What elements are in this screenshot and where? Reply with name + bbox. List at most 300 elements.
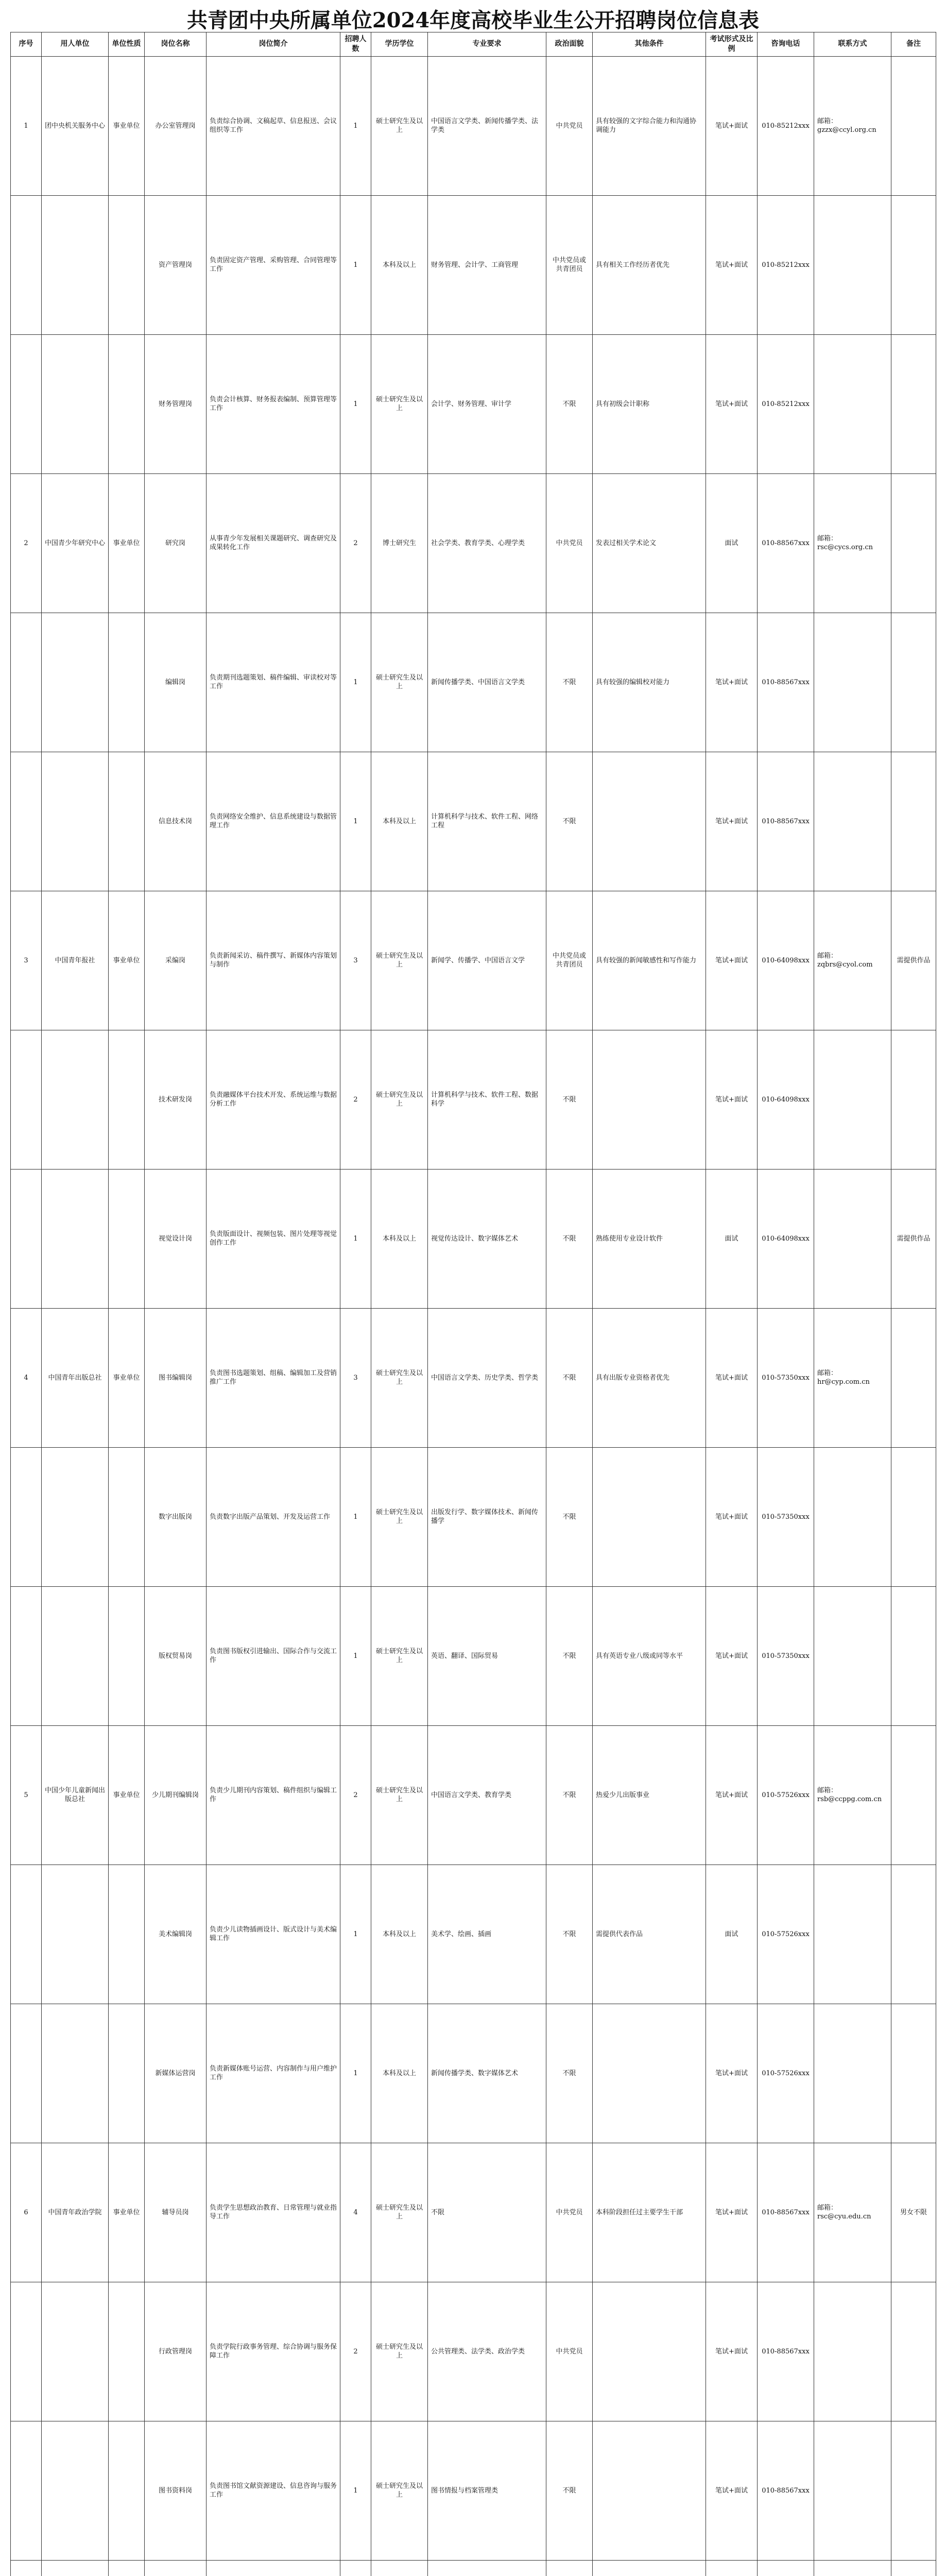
cell-phone: 010-64098xxx [758, 1030, 814, 1169]
cell-note [891, 613, 936, 752]
cell-politics: 中共党员或共青团员 [546, 195, 593, 334]
cell-no [11, 2421, 42, 2560]
cell-note [891, 1725, 936, 1865]
cell-nature [109, 1865, 145, 2004]
cell-count: 1 [340, 1586, 371, 1725]
cell-post: 辅导员岗 [145, 2143, 207, 2282]
table-row [11, 752, 936, 891]
cell-unit [42, 195, 109, 334]
cell-other: 需提供代表作品 [593, 1865, 706, 2004]
cell-nature: 事业单位 [109, 1308, 145, 1447]
cell-no [11, 334, 42, 473]
cell-desc: 负责期刊选题策划、稿件编辑、审读校对等工作 [207, 613, 340, 752]
cell-unit: 中国青年政治学院 [42, 2143, 109, 2282]
cell-major: 出版发行学、数字媒体技术、新闻传播学 [428, 1447, 546, 1586]
cell-contact: 邮箱：hr@cyp.com.cn [814, 1308, 891, 1447]
cell-major: 中国语言文学类、历史学类、哲学类 [428, 1308, 546, 1447]
cell-other: 热爱少儿出版事业 [593, 1725, 706, 1865]
cell-count [340, 2560, 371, 2576]
cell-desc: 负责图书馆文献资源建设、信息咨询与服务工作 [207, 2421, 340, 2560]
cell-major: 财务管理、会计学、工商管理 [428, 195, 546, 334]
cell-post: 编辑岗 [145, 613, 207, 752]
table-row [11, 2282, 936, 2421]
cell-exam: 面试 [706, 473, 758, 613]
cell-exam: 笔试+面试 [706, 334, 758, 473]
cell-desc: 负责数字出版产品策划、开发及运营工作 [207, 1447, 340, 1586]
cell-desc: 负责少儿期刊内容策划、稿件组织与编辑工作 [207, 1725, 340, 1865]
cell-post: 行政管理岗 [145, 2282, 207, 2421]
cell-desc: 负责版面设计、视频包装、图片处理等视觉创作工作 [207, 1169, 340, 1308]
cell-contact [814, 1586, 891, 1725]
cell-exam: 笔试+面试 [706, 1725, 758, 1865]
cell-other [593, 2421, 706, 2560]
cell-other [593, 2560, 706, 2576]
cell-note [891, 2282, 936, 2421]
cell-count: 2 [340, 1030, 371, 1169]
cell-edu: 硕士研究生及以上 [371, 334, 428, 473]
cell-desc [207, 2560, 340, 2576]
cell-nature [109, 1447, 145, 1586]
cell-politics: 中共党员 [546, 473, 593, 613]
cell-politics: 不限 [546, 1865, 593, 2004]
cell-other: 熟练使用专业设计软件 [593, 1169, 706, 1308]
cell-count: 1 [340, 1169, 371, 1308]
cell-unit [42, 2282, 109, 2421]
column-header: 用人单位 [42, 32, 109, 57]
cell-edu: 硕士研究生及以上 [371, 2421, 428, 2560]
cell-note [891, 1030, 936, 1169]
cell-politics: 中共党员 [546, 56, 593, 195]
cell-nature: 事业单位 [109, 1725, 145, 1865]
cell-count: 2 [340, 1725, 371, 1865]
column-header: 备注 [891, 32, 936, 57]
cell-major: 英语、翻译、国际贸易 [428, 1586, 546, 1725]
table-row [11, 1030, 936, 1169]
cell-edu: 硕士研究生及以上 [371, 891, 428, 1030]
cell-no: 3 [11, 891, 42, 1030]
cell-unit [42, 2004, 109, 2143]
column-header: 专业要求 [428, 32, 546, 57]
cell-contact: 邮箱：rsc@cyu.edu.cn [814, 2143, 891, 2282]
cell-major [428, 2560, 546, 2576]
cell-count: 1 [340, 1865, 371, 2004]
column-header: 岗位名称 [145, 32, 207, 57]
cell-politics: 中共党员 [546, 2143, 593, 2282]
cell-phone: 010-85212xxx [758, 56, 814, 195]
column-header: 联系方式 [814, 32, 891, 57]
cell-phone: 010-57350xxx [758, 1447, 814, 1586]
cell-contact [814, 1447, 891, 1586]
cell-nature [109, 2004, 145, 2143]
cell-major: 新闻传播学类、中国语言文学类 [428, 613, 546, 752]
cell-edu: 本科及以上 [371, 1169, 428, 1308]
cell-major: 中国语言文学类、新闻传播学类、法学类 [428, 56, 546, 195]
cell-edu: 硕士研究生及以上 [371, 2143, 428, 2282]
cell-exam: 笔试+面试 [706, 2004, 758, 2143]
table-row [11, 1725, 936, 1865]
cell-phone: 010-57350xxx [758, 1586, 814, 1725]
cell-count: 1 [340, 613, 371, 752]
cell-politics: 不限 [546, 1447, 593, 1586]
cell-other: 本科阶段担任过主要学生干部 [593, 2143, 706, 2282]
cell-contact [814, 752, 891, 891]
cell-no [11, 2560, 42, 2576]
cell-politics: 不限 [546, 2004, 593, 2143]
table-row [11, 1865, 936, 2004]
cell-exam: 笔试+面试 [706, 752, 758, 891]
cell-count: 2 [340, 2282, 371, 2421]
cell-edu: 硕士研究生及以上 [371, 1447, 428, 1586]
cell-contact [814, 2004, 891, 2143]
cell-unit: 中国青年出版总社 [42, 1308, 109, 1447]
cell-post: 数字出版岗 [145, 1447, 207, 1586]
cell-note [891, 195, 936, 334]
cell-unit [42, 334, 109, 473]
cell-note [891, 1865, 936, 2004]
cell-phone: 010-85212xxx [758, 334, 814, 473]
cell-post: 资产管理岗 [145, 195, 207, 334]
cell-note [891, 1447, 936, 1586]
cell-contact [814, 334, 891, 473]
cell-unit [42, 2421, 109, 2560]
cell-nature: 事业单位 [109, 891, 145, 1030]
cell-exam: 笔试+面试 [706, 1030, 758, 1169]
cell-edu: 本科及以上 [371, 2004, 428, 2143]
cell-count: 3 [340, 891, 371, 1030]
cell-contact [814, 2421, 891, 2560]
cell-phone: 010-57526xxx [758, 1725, 814, 1865]
cell-unit [42, 1865, 109, 2004]
cell-post [145, 2560, 207, 2576]
cell-unit [42, 1030, 109, 1169]
recruitment-table [10, 32, 936, 2576]
cell-exam: 笔试+面试 [706, 1586, 758, 1725]
cell-phone: 010-88567xxx [758, 2282, 814, 2421]
cell-count: 1 [340, 2421, 371, 2560]
cell-edu: 硕士研究生及以上 [371, 1725, 428, 1865]
cell-no [11, 1447, 42, 1586]
cell-phone: 010-88567xxx [758, 2421, 814, 2560]
cell-count: 2 [340, 473, 371, 613]
table-row [11, 1169, 936, 1308]
cell-note [891, 2560, 936, 2576]
cell-edu: 硕士研究生及以上 [371, 2282, 428, 2421]
cell-nature [109, 1586, 145, 1725]
cell-post: 采编岗 [145, 891, 207, 1030]
cell-other: 具有英语专业八级或同等水平 [593, 1586, 706, 1725]
cell-note: 需提供作品 [891, 1169, 936, 1308]
column-header: 岗位简介 [207, 32, 340, 57]
cell-desc: 负责新媒体账号运营、内容制作与用户维护工作 [207, 2004, 340, 2143]
cell-politics: 不限 [546, 1030, 593, 1169]
cell-unit: 中国少年儿童新闻出版总社 [42, 1725, 109, 1865]
cell-note [891, 1586, 936, 1725]
cell-exam: 笔试+面试 [706, 2143, 758, 2282]
cell-count: 1 [340, 2004, 371, 2143]
cell-contact [814, 613, 891, 752]
column-header: 其他条件 [593, 32, 706, 57]
cell-no [11, 195, 42, 334]
cell-nature [109, 334, 145, 473]
table-header-row [11, 32, 936, 57]
cell-desc: 负责新闻采访、稿件撰写、新媒体内容策划与制作 [207, 891, 340, 1030]
cell-count: 1 [340, 195, 371, 334]
table-row [11, 2004, 936, 2143]
cell-major: 图书情报与档案管理类 [428, 2421, 546, 2560]
cell-post: 技术研发岗 [145, 1030, 207, 1169]
cell-other: 发表过相关学术论文 [593, 473, 706, 613]
column-header: 考试形式及比例 [706, 32, 758, 57]
cell-no [11, 1865, 42, 2004]
page-title: 共青团中央所属单位2024年度高校毕业生公开招聘岗位信息表 [186, 8, 760, 32]
cell-politics: 不限 [546, 1308, 593, 1447]
cell-nature: 事业单位 [109, 473, 145, 613]
cell-exam: 笔试+面试 [706, 195, 758, 334]
cell-major: 计算机科学与技术、软件工程、网络工程 [428, 752, 546, 891]
column-header: 政治面貌 [546, 32, 593, 57]
cell-post: 办公室管理岗 [145, 56, 207, 195]
cell-nature: 事业单位 [109, 56, 145, 195]
cell-unit [42, 752, 109, 891]
cell-no [11, 613, 42, 752]
cell-post: 信息技术岗 [145, 752, 207, 891]
cell-edu: 硕士研究生及以上 [371, 1030, 428, 1169]
cell-major: 新闻传播学类、数字媒体艺术 [428, 2004, 546, 2143]
cell-contact [814, 1030, 891, 1169]
cell-nature [109, 613, 145, 752]
cell-no [11, 1030, 42, 1169]
cell-nature [109, 195, 145, 334]
cell-note [891, 473, 936, 613]
cell-note: 需提供作品 [891, 891, 936, 1030]
cell-phone: 010-57350xxx [758, 1308, 814, 1447]
cell-unit: 团中央机关服务中心 [42, 56, 109, 195]
cell-count: 3 [340, 1308, 371, 1447]
cell-unit: 中国青少年研究中心 [42, 473, 109, 613]
cell-desc: 从事青少年发展相关课题研究、调查研究及成果转化工作 [207, 473, 340, 613]
cell-edu: 博士研究生 [371, 473, 428, 613]
cell-no [11, 2004, 42, 2143]
cell-no [11, 752, 42, 891]
cell-major: 公共管理类、法学类、政治学类 [428, 2282, 546, 2421]
cell-major: 会计学、财务管理、审计学 [428, 334, 546, 473]
cell-count: 1 [340, 56, 371, 195]
cell-major: 美术学、绘画、插画 [428, 1865, 546, 2004]
cell-desc: 负责固定资产管理、采购管理、合同管理等工作 [207, 195, 340, 334]
column-header: 单位性质 [109, 32, 145, 57]
column-header: 序号 [11, 32, 42, 57]
cell-edu: 硕士研究生及以上 [371, 56, 428, 195]
cell-other: 具有相关工作经历者优先 [593, 195, 706, 334]
table-row [11, 2143, 936, 2282]
cell-edu: 本科及以上 [371, 752, 428, 891]
table-row [11, 1447, 936, 1586]
cell-other: 具有较强的编辑校对能力 [593, 613, 706, 752]
cell-exam: 笔试+面试 [706, 1308, 758, 1447]
cell-phone: 010-88567xxx [758, 613, 814, 752]
cell-politics: 不限 [546, 334, 593, 473]
cell-phone: 010-88567xxx [758, 473, 814, 613]
cell-exam: 笔试+面试 [706, 613, 758, 752]
cell-nature [109, 1169, 145, 1308]
cell-desc: 负责少儿读物插画设计、版式设计与美术编辑工作 [207, 1865, 340, 2004]
cell-phone: 010-85212xxx [758, 195, 814, 334]
cell-other: 具有较强的新闻敏感性和写作能力 [593, 891, 706, 1030]
cell-phone: 010-88567xxx [758, 752, 814, 891]
cell-contact: 邮箱：gzzx@ccyl.org.cn [814, 56, 891, 195]
cell-note [891, 2421, 936, 2560]
cell-nature [109, 752, 145, 891]
table-row [11, 891, 936, 1030]
column-header: 招聘人数 [340, 32, 371, 57]
cell-no: 5 [11, 1725, 42, 1865]
table-row [11, 2421, 936, 2560]
cell-post: 版权贸易岗 [145, 1586, 207, 1725]
cell-no: 4 [11, 1308, 42, 1447]
cell-desc: 负责网络安全维护、信息系统建设与数据管理工作 [207, 752, 340, 891]
cell-nature: 事业单位 [109, 2143, 145, 2282]
cell-politics: 不限 [546, 613, 593, 752]
cell-post: 少儿期刊编辑岗 [145, 1725, 207, 1865]
cell-edu: 硕士研究生及以上 [371, 1586, 428, 1725]
cell-phone: 010-57526xxx [758, 2004, 814, 2143]
cell-exam: 面试 [706, 1169, 758, 1308]
cell-exam: 笔试+面试 [706, 56, 758, 195]
cell-unit [42, 1169, 109, 1308]
cell-politics: 不限 [546, 752, 593, 891]
cell-major: 不限 [428, 2143, 546, 2282]
cell-unit [42, 1586, 109, 1725]
table-row [11, 1308, 936, 1447]
cell-contact [814, 1865, 891, 2004]
cell-desc: 负责会计核算、财务报表编制、预算管理等工作 [207, 334, 340, 473]
column-header: 学历学位 [371, 32, 428, 57]
cell-exam: 笔试+面试 [706, 891, 758, 1030]
cell-phone: 010-88567xxx [758, 2143, 814, 2282]
cell-nature [109, 2421, 145, 2560]
cell-no [11, 2282, 42, 2421]
cell-unit [42, 613, 109, 752]
cell-post: 研究岗 [145, 473, 207, 613]
cell-edu: 本科及以上 [371, 1865, 428, 2004]
cell-edu: 本科及以上 [371, 195, 428, 334]
cell-post: 图书编辑岗 [145, 1308, 207, 1447]
table-row [11, 613, 936, 752]
cell-no: 1 [11, 56, 42, 195]
cell-politics [546, 2560, 593, 2576]
cell-count: 1 [340, 334, 371, 473]
cell-other: 具有初级会计职称 [593, 334, 706, 473]
cell-unit [42, 1447, 109, 1586]
cell-other [593, 2004, 706, 2143]
cell-note [891, 334, 936, 473]
cell-exam: 笔试+面试 [706, 2421, 758, 2560]
cell-desc: 负责图书选题策划、组稿、编辑加工及营销推广工作 [207, 1308, 340, 1447]
table-row [11, 473, 936, 613]
cell-contact [814, 1169, 891, 1308]
cell-politics: 中共党员 [546, 2282, 593, 2421]
table-row [11, 334, 936, 473]
cell-no [11, 1586, 42, 1725]
cell-post: 财务管理岗 [145, 334, 207, 473]
cell-note [891, 1308, 936, 1447]
cell-count: 1 [340, 1447, 371, 1586]
cell-post: 图书资料岗 [145, 2421, 207, 2560]
cell-count: 4 [340, 2143, 371, 2282]
cell-contact: 邮箱：zqbrs@cyol.com [814, 891, 891, 1030]
cell-exam: 笔试+面试 [706, 1447, 758, 1586]
cell-other [593, 1447, 706, 1586]
cell-no [11, 1169, 42, 1308]
cell-note: 男女不限 [891, 2143, 936, 2282]
cell-politics: 不限 [546, 2421, 593, 2560]
cell-major: 社会学类、教育学类、心理学类 [428, 473, 546, 613]
table-body [11, 56, 936, 2576]
cell-note [891, 56, 936, 195]
table-row [11, 56, 936, 195]
cell-exam [706, 2560, 758, 2576]
cell-note [891, 752, 936, 891]
cell-nature [109, 1030, 145, 1169]
cell-other [593, 752, 706, 891]
table-row [11, 2560, 936, 2576]
cell-major: 中国语言文学类、教育学类 [428, 1725, 546, 1865]
cell-desc: 负责学生思想政治教育、日常管理与就业指导工作 [207, 2143, 340, 2282]
cell-no: 6 [11, 2143, 42, 2282]
cell-edu [371, 2560, 428, 2576]
cell-edu: 硕士研究生及以上 [371, 1308, 428, 1447]
cell-phone: 010-64098xxx [758, 891, 814, 1030]
cell-phone: 010-57526xxx [758, 1865, 814, 2004]
cell-desc: 负责综合协调、文稿起草、信息报送、会议组织等工作 [207, 56, 340, 195]
cell-phone: 010-64098xxx [758, 1169, 814, 1308]
cell-major: 视觉传达设计、数字媒体艺术 [428, 1169, 546, 1308]
cell-contact [814, 2282, 891, 2421]
cell-contact: 邮箱：rsc@cycs.org.cn [814, 473, 891, 613]
table-row [11, 195, 936, 334]
column-header: 咨询电话 [758, 32, 814, 57]
cell-other [593, 2282, 706, 2421]
cell-contact [814, 195, 891, 334]
cell-count: 1 [340, 752, 371, 891]
cell-other: 具有较强的文字综合能力和沟通协调能力 [593, 56, 706, 195]
cell-other [593, 1030, 706, 1169]
cell-exam: 面试 [706, 1865, 758, 2004]
cell-note [891, 2004, 936, 2143]
cell-desc: 负责图书版权引进输出、国际合作与交流工作 [207, 1586, 340, 1725]
cell-other: 具有出版专业资格者优先 [593, 1308, 706, 1447]
cell-contact: 邮箱：rsb@ccppg.com.cn [814, 1725, 891, 1865]
cell-post: 新媒体运营岗 [145, 2004, 207, 2143]
cell-unit: 中国青年报社 [42, 891, 109, 1030]
cell-phone [758, 2560, 814, 2576]
cell-post: 美术编辑岗 [145, 1865, 207, 2004]
cell-contact [814, 2560, 891, 2576]
cell-major: 计算机科学与技术、软件工程、数据科学 [428, 1030, 546, 1169]
cell-politics: 不限 [546, 1725, 593, 1865]
cell-major: 新闻学、传播学、中国语言文学 [428, 891, 546, 1030]
cell-desc: 负责学院行政事务管理、综合协调与服务保障工作 [207, 2282, 340, 2421]
cell-post: 视觉设计岗 [145, 1169, 207, 1308]
cell-desc: 负责融媒体平台技术开发、系统运维与数据分析工作 [207, 1030, 340, 1169]
cell-no: 2 [11, 473, 42, 613]
cell-unit [42, 2560, 109, 2576]
cell-exam: 笔试+面试 [706, 2282, 758, 2421]
cell-politics: 不限 [546, 1586, 593, 1725]
cell-nature [109, 2282, 145, 2421]
table-row [11, 1586, 936, 1725]
cell-nature [109, 2560, 145, 2576]
